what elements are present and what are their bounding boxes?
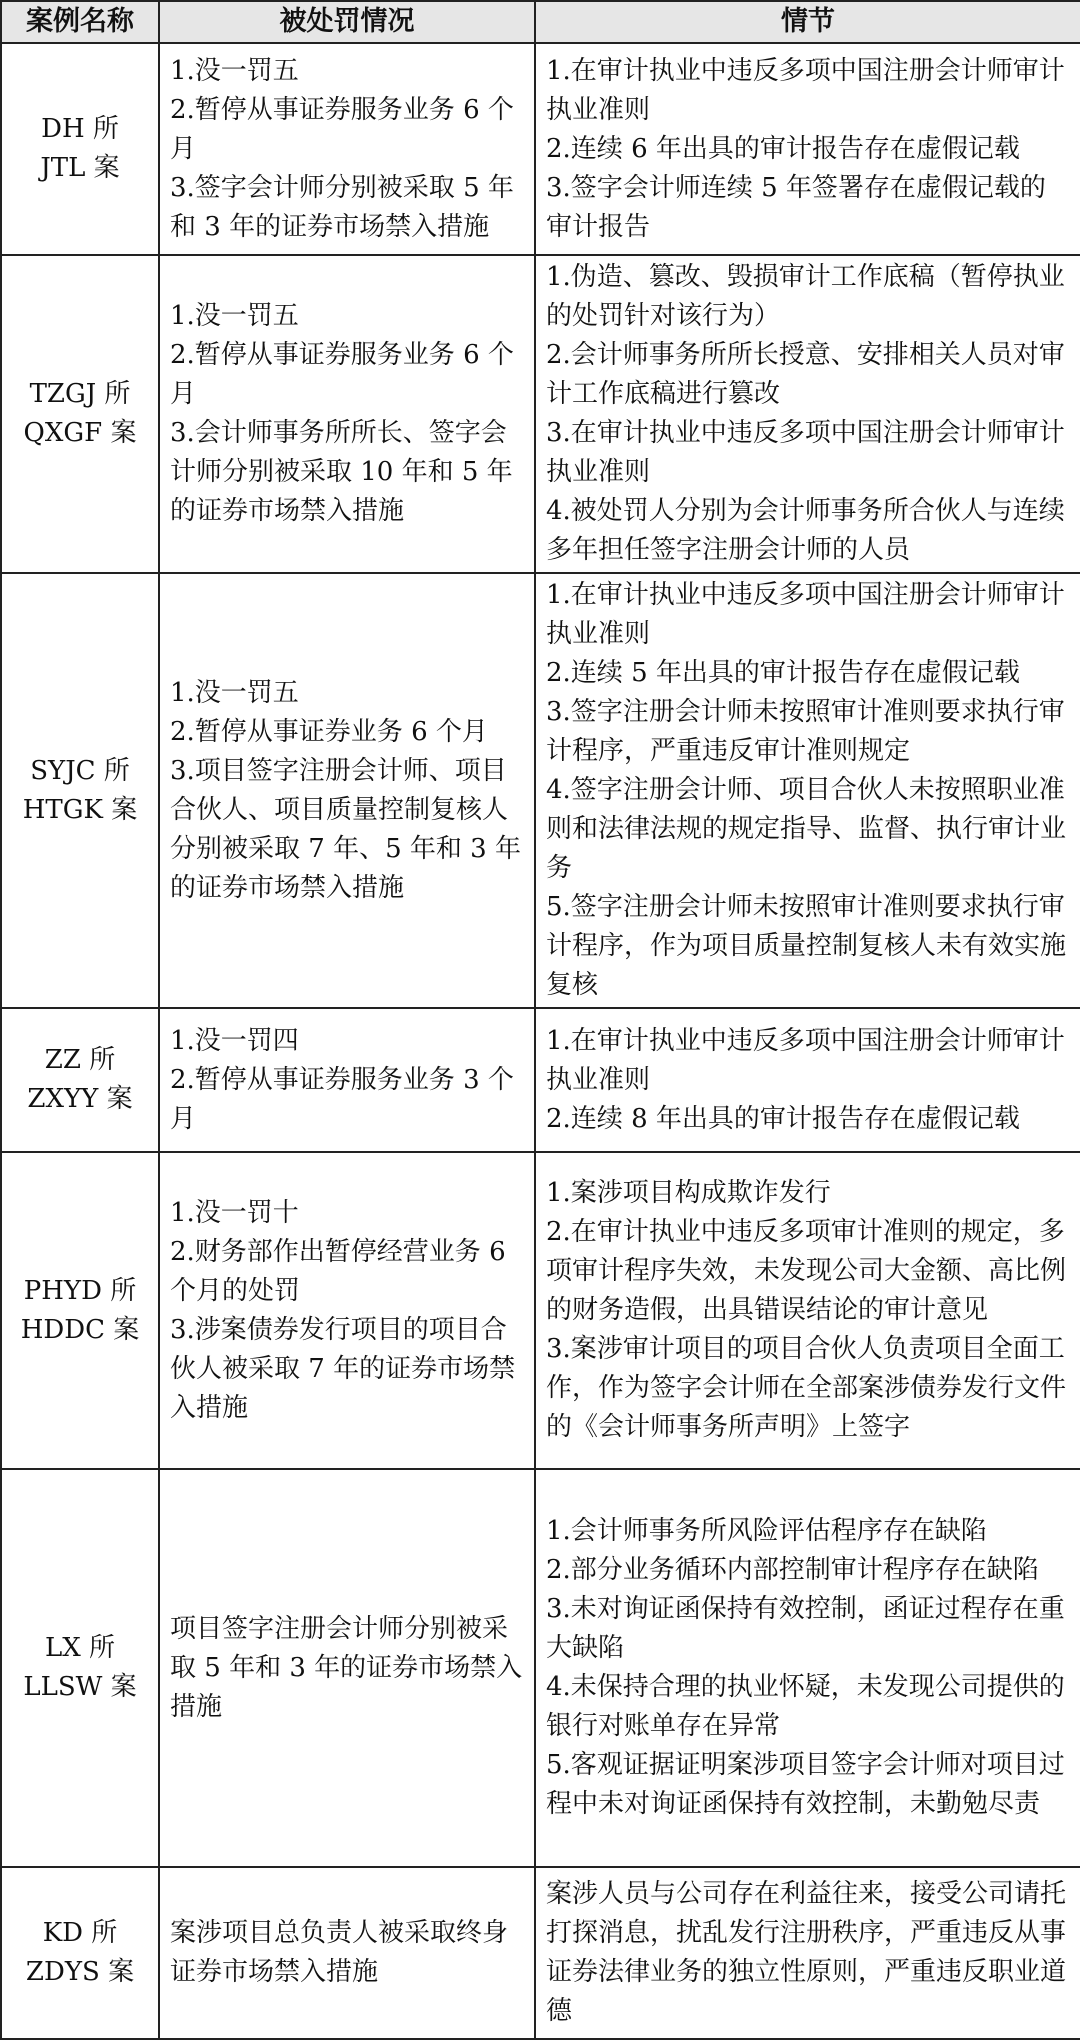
circumstance-item: 5.签字注册会计师未按照审计准则要求执行审计程序，作为项目质量控制复核人未有效实施复核: [546, 892, 1067, 1000]
circumstance-item: 案涉人员与公司存在利益往来，接受公司请托打探消息，扰乱发行注册秩序，严重违反从事证券法律业务的独立性原则，严重违反职业道德: [546, 1879, 1067, 2026]
case-firm: PHYD 所: [23, 1275, 137, 1306]
case-label: LLSW 案: [23, 1672, 137, 1702]
penalty-item: 3.涉案债券发行项目的项目合伙人被采取 7 年的证券市场禁入措施: [170, 1314, 516, 1423]
case-name-cell: [1, 573, 159, 1008]
table-header-row: [1, 1, 1080, 43]
penalty-item: 2.暂停从事证券业务 6 个月: [170, 716, 488, 747]
penalty-item: 1.没一罚五: [170, 677, 299, 708]
case-name-cell: [1, 255, 159, 573]
table-row: [1, 1008, 1080, 1152]
case-label: JTL 案: [40, 153, 120, 183]
penalty-item: 项目签字注册会计师分别被采取 5 年和 3 年的证券市场禁入措施: [170, 1613, 523, 1722]
circumstance-item: 2.连续 6 年出具的审计报告存在虚假记载: [546, 133, 1020, 164]
circumstances-cell: [535, 1469, 1080, 1867]
penalty-item: 1.没一罚十: [170, 1197, 299, 1228]
header-penalty: 被处罚情况: [159, 1, 535, 43]
table-row: [1, 1867, 1080, 2039]
penalty-cell: [159, 255, 535, 573]
case-firm: LX 所: [44, 1633, 116, 1663]
circumstance-item: 5.客观证据证明案涉项目签字会计师对项目过程中未对询证函保持有效控制，未勤勉尽责: [546, 1750, 1065, 1819]
penalty-cell: [159, 43, 535, 255]
circumstance-item: 1.案涉项目构成欺诈发行: [546, 1178, 831, 1208]
circumstances-cell: [535, 1867, 1080, 2039]
circumstance-item: 4.未保持合理的执业怀疑，未发现公司提供的银行对账单存在异常: [546, 1672, 1065, 1741]
case-label: QXGF 案: [23, 418, 137, 448]
penalty-cell: [159, 1008, 535, 1152]
table-row: [1, 43, 1080, 255]
case-name-cell: [1, 43, 159, 255]
header-circumstances: 情节: [535, 1, 1080, 43]
circumstance-item: 1.伪造、篡改、毁损审计工作底稿（暂停执业的处罚针对该行为）: [546, 262, 1065, 331]
circumstance-item: 2.在审计执业中违反多项审计准则的规定，多项审计程序失效，未发现公司大金额、高比例的财务造假，出具错误结论的审计意见: [546, 1217, 1067, 1325]
case-firm: ZZ 所: [44, 1045, 116, 1075]
penalty-cell: [159, 1152, 535, 1469]
header-case-name: 案例名称: [1, 1, 159, 43]
circumstances-cell: [535, 1008, 1080, 1152]
table-row: [1, 1152, 1080, 1469]
case-label: ZDYS 案: [25, 1957, 135, 1987]
case-name-cell: [1, 1867, 159, 2039]
penalty-item: 2.财务部作出暂停经营业务 6 个月的处罚: [170, 1236, 506, 1306]
penalty-item: 1.没一罚四: [170, 1025, 299, 1056]
case-firm: DH 所: [41, 114, 119, 144]
circumstance-item: 1.在审计执业中违反多项中国注册会计师审计执业准则: [546, 1025, 1065, 1095]
case-firm: TZGJ 所: [29, 379, 131, 409]
penalty-item: 3.签字会计师分别被采取 5 年和 3 年的证券市场禁入措施: [170, 172, 514, 242]
penalty-item: 2.暂停从事证券服务业务 6 个月: [170, 340, 514, 409]
penalty-item: 2.暂停从事证券服务业务 6 个月: [170, 94, 514, 164]
circumstance-item: 2.会计师事务所所长授意、安排相关人员对审计工作底稿进行篡改: [546, 340, 1065, 409]
circumstances-cell: [535, 1152, 1080, 1469]
penalty-item: 2.暂停从事证券服务业务 3 个月: [170, 1064, 514, 1134]
table-row: [1, 573, 1080, 1008]
circumstance-item: 2.连续 5 年出具的审计报告存在虚假记载: [546, 658, 1020, 688]
penalty-cell: [159, 1469, 535, 1867]
circumstance-item: 3.在审计执业中违反多项中国注册会计师审计执业准则: [546, 418, 1065, 487]
case-name-cell: [1, 1469, 159, 1867]
case-label: HTGK 案: [22, 794, 138, 825]
circumstance-item: 1.在审计执业中违反多项中国注册会计师审计执业准则: [546, 55, 1065, 125]
circumstance-item: 3.签字注册会计师未按照审计准则要求执行审计程序，严重违反审计准则规定: [546, 697, 1065, 766]
circumstance-item: 2.部分业务循环内部控制审计程序存在缺陷: [546, 1555, 1039, 1585]
table-row: [1, 1469, 1080, 1867]
case-firm: KD 所: [42, 1918, 118, 1948]
penalty-cell: [159, 573, 535, 1008]
circumstances-cell: [535, 255, 1080, 573]
circumstance-item: 1.会计师事务所风险评估程序存在缺陷: [546, 1516, 987, 1546]
penalty-cell: [159, 1867, 535, 2039]
circumstance-item: 4.被处罚人分别为会计师事务所合伙人与连续多年担任签字注册会计师的人员: [546, 496, 1065, 565]
circumstances-cell: [535, 573, 1080, 1008]
circumstance-item: 4.签字注册会计师、项目合伙人未按照职业准则和法律法规的规定指导、监督、执行审计业务: [546, 775, 1067, 883]
penalty-item: 3.项目签字注册会计师、项目合伙人、项目质量控制复核人分别被采取 7 年、5 年和 3 年的证券市场禁入措施: [170, 755, 521, 903]
circumstance-item: 3.案涉审计项目的项目合伙人负责项目全面工作，作为签字会计师在全部案涉债券发行文件的《会计师事务所声明》上签字: [546, 1334, 1067, 1442]
case-label: ZXYY 案: [27, 1084, 133, 1114]
case-name-cell: [1, 1152, 159, 1469]
penalty-item: 3.会计师事务所所长、签字会计师分别被采取 10 年和 5 年的证券市场禁入措施: [170, 418, 513, 526]
case-name-cell: [1, 1008, 159, 1152]
penalty-item: 1.没一罚五: [170, 55, 299, 86]
penalty-item: 案涉项目总负责人被采取终身证券市场禁入措施: [170, 1918, 509, 1987]
case-firm: SYJC 所: [30, 755, 130, 786]
table-row: [1, 255, 1080, 573]
circumstance-item: 2.连续 8 年出具的审计报告存在虚假记载: [546, 1103, 1020, 1134]
penalty-item: 1.没一罚五: [170, 301, 299, 331]
circumstance-item: 3.未对询证函保持有效控制，函证过程存在重大缺陷: [546, 1594, 1065, 1663]
circumstances-cell: [535, 43, 1080, 255]
case-label: HDDC 案: [20, 1314, 140, 1345]
circumstance-item: 3.签字会计师连续 5 年签署存在虚假记载的审计报告: [546, 172, 1046, 242]
circumstance-item: 1.在审计执业中违反多项中国注册会计师审计执业准则: [546, 580, 1065, 649]
